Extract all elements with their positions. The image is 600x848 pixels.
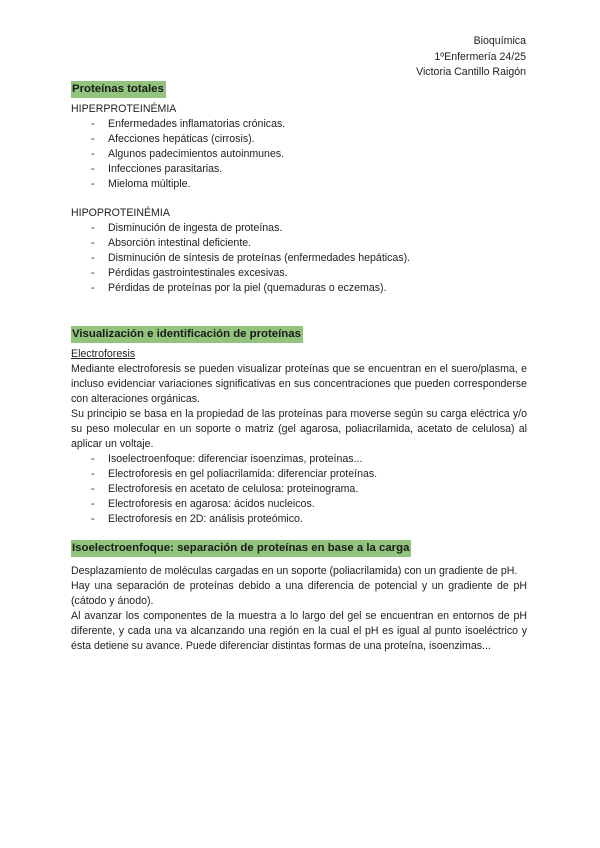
list-item: - Disminución de ingesta de proteínas. [71,221,527,236]
list-item: - Isoelectroenfoque: diferenciar isoenzimas, proteínas... [71,452,527,467]
list-item: - Electroforesis en gel poliacrilamida: diferenciar proteínas. [71,467,527,482]
header-author: Victoria Cantillo Raigón [416,66,526,78]
paragraph: Mediante electroforesis se pueden visualizar proteínas que se encuentran en el suero/plasma, e incluso evidenciar variaciones significativas en sus concentraciones que pueden corresponderse con alteraciones orgánicas. [71,363,527,405]
header-course: 1ºEnfermería 24/25 [434,50,526,63]
section-title-isoelectroenfoque: Isoelectroenfoque: separación de proteínas en base a la carga [71,540,411,557]
list-item: - Infecciones parasitarias. [71,162,527,177]
document-header [416,34,526,81]
list-item: - Mieloma múltiple. [71,177,527,192]
list-item: - Pérdidas gastrointestinales excesivas. [71,266,527,281]
list-item: - Electroforesis en 2D: análisis proteómico. [71,512,527,527]
list-item: - Electroforesis en agarosa: ácidos nucleicos. [71,497,527,512]
section-title-visualizacion: Visualización e identificación de proteínas [71,326,303,343]
document-body [71,78,527,654]
list-item: - Afecciones hepáticas (cirrosis). [71,132,527,147]
list-item: - Absorción intestinal deficiente. [71,236,527,251]
list-item: - Disminución de síntesis de proteínas (enfermedades hepáticas). [71,251,527,266]
paragraph: Hay una separación de proteínas debido a una diferencia de potencial y un gradiente de pH (cátodo y ánodo). [71,580,527,607]
subtitle-electroforesis: Electroforesis [71,348,136,360]
electroforesis-list [71,452,527,527]
paragraph: Desplazamiento de moléculas cargadas en un soporte (poliacrilamida) con un gradiente de pH. [71,565,518,577]
section-title-proteinas-totales: Proteínas totales [71,81,166,98]
list-item: - Algunos padecimientos autoinmunes. [71,147,527,162]
hyper-list [71,117,527,192]
hypo-label: HIPOPROTEINÉMIA [71,207,170,219]
list-item: - Pérdidas de proteínas por la piel (quemaduras o eczemas). [71,281,527,296]
list-item: - Electroforesis en acetato de celulosa: proteinograma. [71,482,527,497]
section-isoelectroenfoque [71,540,527,654]
header-subject: Bioquímica [473,35,526,47]
list-item: - Enfermedades inflamatorias crónicas. [71,117,527,132]
paragraph: Su principio se basa en la propiedad de las proteínas para moverse según su carga eléctrica y/o su peso molecular en un soporte o matriz (gel agarosa, poliacrilamida, acetato de celulosa) al aplicar un voltaje. [71,408,527,450]
hypo-list [71,221,527,296]
section-visualizacion [71,326,527,527]
section-proteinas-totales [71,81,527,296]
paragraph: Al avanzar los componentes de la muestra a lo largo del gel se encuentran en entornos de pH diferente, y cada una va alcanzando una región en la cual el pH es igual al punto isoeléctrico y ésta detiene su avance. Puede diferenciar distintas formas de una proteína, isoenzimas... [71,610,527,652]
hyper-label: HIPERPROTEINÉMIA [71,103,177,115]
